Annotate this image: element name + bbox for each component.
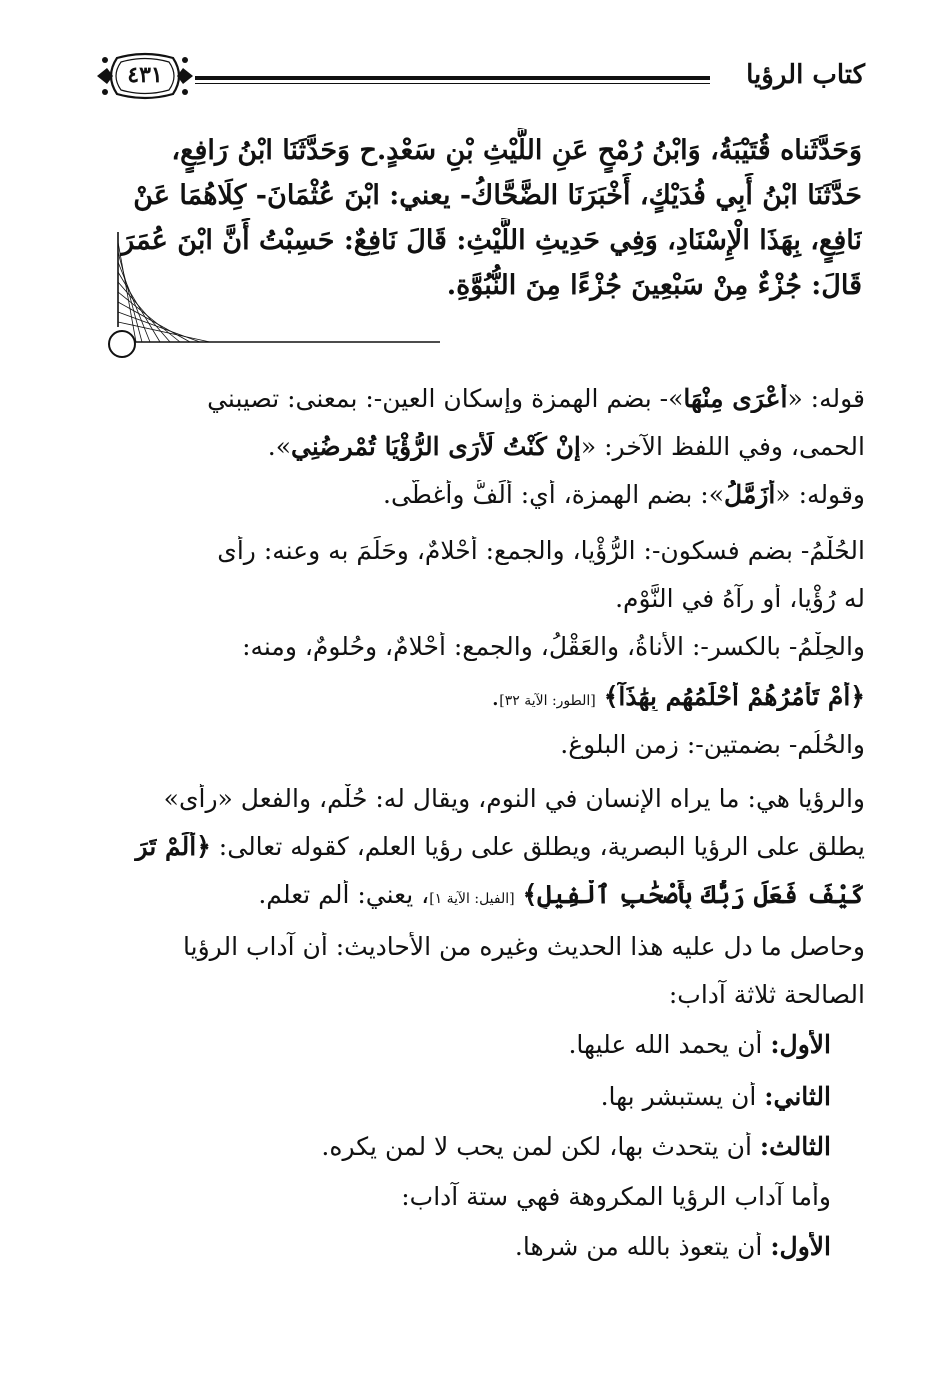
quoted-term: أُزَمَّلُ [724,480,776,509]
hadith-line: حَدَّثَنَا ابْنُ أَبِي فُدَيْكٍ، أَخْبَرَنَا الضَّحَّاكُ- يعني: ابْنَ عُثْمَانَ- كِلَاهُمَا عَنْ [133,180,862,211]
hadith-line: نَافِعٍ، بِهَذَا الْإِسْنَادِ، وَفِي حَدِيثِ اللَّيْثِ: قَالَ نَافِعٌ: حَسِبْتُ أَنَّ ابْنَ عُمَرَ [121,225,862,256]
commentary-line: يطلق على الرؤيا البصرية، ويطلق على رؤيا العلم، كقوله تعالى: ﴿أَلَمْ تَرَ [135,832,865,861]
page-header [95,48,865,104]
corner-ornament [100,232,445,362]
header-rule [195,76,710,86]
adab-item: الأول: أن يتعوذ بالله من شرها. [514,1232,831,1261]
commentary-line: ﴿أَمْ تَأْمُرُهُمْ أَحْلَٰمُهُم بِهَٰذَآ﴾ [الطور: الآية ٣٢]. [491,682,865,711]
commentary-line: قوله: «أُعْرَى مِنْهَا»- بضم الهمزة وإسكان العين-: بمعنى: تصيبني [207,384,865,413]
commentary-line: الحمى، وفي اللفظ الآخر: «إِنْ كُنْتُ لَأَرَى الرُّؤْيَا تُمْرِضُنِي». [267,432,865,461]
quran-verse: كَيْفَ فَعَلَ رَبُّكَ بِأَصْحَٰبِ ٱلْفِيلِ﴾ [522,880,865,909]
page-number: ٤٣١ [127,62,163,88]
adab-item: الأول: أن يحمد الله عليها. [568,1030,831,1059]
commentary-line: وأما آداب الرؤيا المكروهة فهي ستة آداب: [401,1182,831,1211]
hadith-line: وَحَدَّثَناه قُتَيْبَةُ، وَابْنُ رُمْحٍ عَنِ اللَّيْثِ بْنِ سَعْدٍ.ح وَحَدَّثَنَا ابْنُ رَافِعٍ، [171,135,862,166]
commentary-line: والحِلْمُ- بالكسر-: الأناةُ، والعَقْلُ، والجمع: أحْلامٌ، وحُلومٌ، ومنه: [242,632,865,661]
commentary-line: والحُلُم- بضمتين-: زمن البلوغ. [560,730,865,759]
commentary-line: والرؤيا هي: ما يراه الإنسان في النوم، ويقال له: حُلْم، والفعل «رأى» [163,784,865,813]
verse-reference: [الفيل: الآية ١] [429,891,515,907]
verse-reference: [الطور: الآية ٣٢] [499,693,596,709]
adab-item: الثاني: أن يستبشر بها. [600,1082,831,1111]
page-number-ornament [95,48,195,104]
adab-item: الثالث: أن يتحدث بها، لكن لمن يحب لا لمن يكره. [321,1132,831,1161]
commentary-line: وقوله: «أُزَمَّلُ»: بضم الهمزة، أي: أُلَفُّ وأُغطَّى. [383,480,865,509]
quoted-term: إِنْ كُنْتُ لَأَرَى الرُّؤْيَا تُمْرِضُنِي [291,432,581,461]
commentary-line: وحاصل ما دل عليه هذا الحديث وغيره من الأحاديث: أن آداب الرؤيا [183,932,865,961]
commentary-line: كَيْفَ فَعَلَ رَبُّكَ بِأَصْحَٰبِ ٱلْفِيلِ﴾ [الفيل: الآية ١]، يعني: ألم تعلم. [258,880,865,909]
commentary-line: له رُؤْيا، أو رآهُ في النَّوْم. [615,584,865,613]
quoted-term: أُعْرَى مِنْهَا [683,384,788,413]
commentary-line: الصالحة ثلاثة آداب: [668,980,865,1009]
hadith-line: قَالَ: جُزْءٌ مِنْ سَبْعِينَ جُزْءًا مِنَ النُّبُوَّةِ. [446,270,862,301]
chapter-title: كتاب الرؤيا [746,60,865,90]
quran-verse: ﴿أَمْ تَأْمُرُهُمْ أَحْلَٰمُهُم بِهَٰذَآ﴾ [603,682,865,711]
quran-verse: ﴿أَلَمْ تَرَ [135,832,211,861]
commentary-line: الحُلْمُ- بضم فسكون-: الرُّؤْيا، والجمع: أحْلامٌ، وحَلَمَ به وعنه: رأى [217,536,865,565]
